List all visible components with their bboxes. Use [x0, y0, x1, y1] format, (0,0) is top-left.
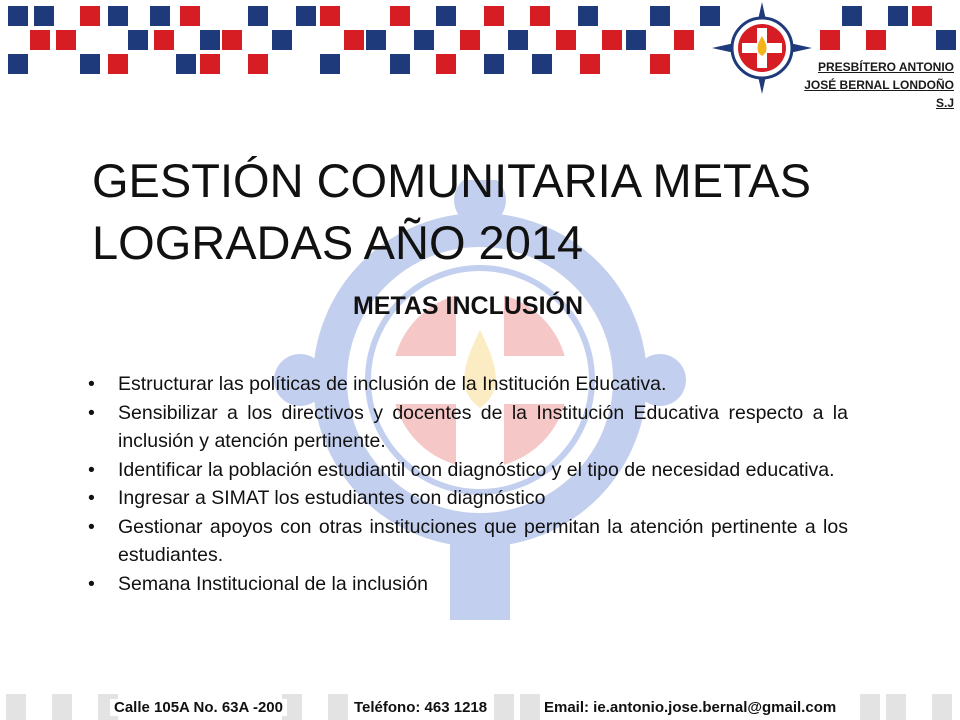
- pattern-square: [532, 54, 552, 74]
- pattern-square: [222, 30, 242, 50]
- pattern-square: [154, 30, 174, 50]
- pattern-square: [842, 6, 862, 26]
- slide-subtitle: METAS INCLUSIÓN: [352, 292, 584, 320]
- pattern-square: [200, 30, 220, 50]
- pattern-square: [578, 6, 598, 26]
- school-name-line-1: PRESBÍTERO ANTONIO: [817, 60, 954, 74]
- school-name-line-3: S.J: [935, 96, 954, 110]
- goal-item: • Ingresar a SIMAT los estudiantes con diagnóstico: [88, 484, 848, 513]
- pattern-square: [180, 6, 200, 26]
- pattern-square: [484, 6, 504, 26]
- pattern-square: [650, 54, 670, 74]
- footer: [0, 692, 960, 720]
- pattern-square: [626, 30, 646, 50]
- pattern-square: [320, 6, 340, 26]
- pattern-square: [414, 30, 434, 50]
- pattern-square: [912, 6, 932, 26]
- pattern-square: [866, 30, 886, 50]
- pattern-square: [176, 54, 196, 74]
- goal-item: • Sensibilizar a los directivos y docentes de la Institución Educativa respecto a la inclusión y atención pertinente.: [88, 399, 848, 456]
- footer-square: [860, 694, 880, 720]
- footer-square: [886, 694, 906, 720]
- pattern-square: [320, 54, 340, 74]
- pattern-square: [436, 54, 456, 74]
- pattern-square: [108, 54, 128, 74]
- pattern-square: [30, 30, 50, 50]
- pattern-square: [344, 30, 364, 50]
- footer-phone: Teléfono: 463 1218: [350, 699, 491, 716]
- goal-item: • Gestionar apoyos con otras instituciones que permitan la atención pertinente a los estudiantes.: [88, 513, 848, 570]
- school-name: [804, 58, 954, 112]
- pattern-square: [8, 6, 28, 26]
- goal-item: • Semana Institucional de la inclusión: [88, 570, 848, 599]
- footer-square: [6, 694, 26, 720]
- pattern-square: [272, 30, 292, 50]
- pattern-square: [530, 6, 550, 26]
- goal-item: • Identificar la población estudiantil con diagnóstico y el tipo de necesidad educativa.: [88, 456, 848, 485]
- footer-address: Calle 105A No. 63A -200: [110, 699, 287, 716]
- pattern-square: [580, 54, 600, 74]
- pattern-square: [108, 6, 128, 26]
- pattern-square: [200, 54, 220, 74]
- footer-square: [932, 694, 952, 720]
- pattern-square: [484, 54, 504, 74]
- pattern-square: [56, 30, 76, 50]
- pattern-square: [80, 54, 100, 74]
- pattern-square: [248, 54, 268, 74]
- pattern-square: [248, 6, 268, 26]
- pattern-square: [390, 6, 410, 26]
- pattern-square: [296, 6, 316, 26]
- goals-list: [88, 370, 848, 598]
- header-pattern: [0, 0, 720, 78]
- pattern-square: [80, 6, 100, 26]
- pattern-square: [820, 30, 840, 50]
- pattern-square: [602, 30, 622, 50]
- footer-square: [520, 694, 540, 720]
- pattern-square: [556, 30, 576, 50]
- footer-email: Email: ie.antonio.jose.bernal@gmail.com: [540, 699, 840, 716]
- pattern-square: [8, 54, 28, 74]
- footer-square: [328, 694, 348, 720]
- pattern-square: [460, 30, 480, 50]
- pattern-square: [650, 6, 670, 26]
- school-logo: [712, 2, 812, 94]
- pattern-square: [34, 6, 54, 26]
- footer-square: [494, 694, 514, 720]
- footer-square: [52, 694, 72, 720]
- pattern-square: [508, 30, 528, 50]
- pattern-square: [150, 6, 170, 26]
- slide-title: GESTIÓN COMUNITARIA METAS LOGRADAS AÑO 2014: [92, 154, 811, 269]
- pattern-square: [674, 30, 694, 50]
- pattern-square: [436, 6, 456, 26]
- school-name-line-2: JOSÉ BERNAL LONDOÑO: [804, 78, 954, 92]
- pattern-square: [366, 30, 386, 50]
- pattern-square: [936, 30, 956, 50]
- goal-item: • Estructurar las políticas de inclusión de la Institución Educativa.: [88, 370, 848, 399]
- pattern-square: [888, 6, 908, 26]
- pattern-square: [128, 30, 148, 50]
- pattern-square: [390, 54, 410, 74]
